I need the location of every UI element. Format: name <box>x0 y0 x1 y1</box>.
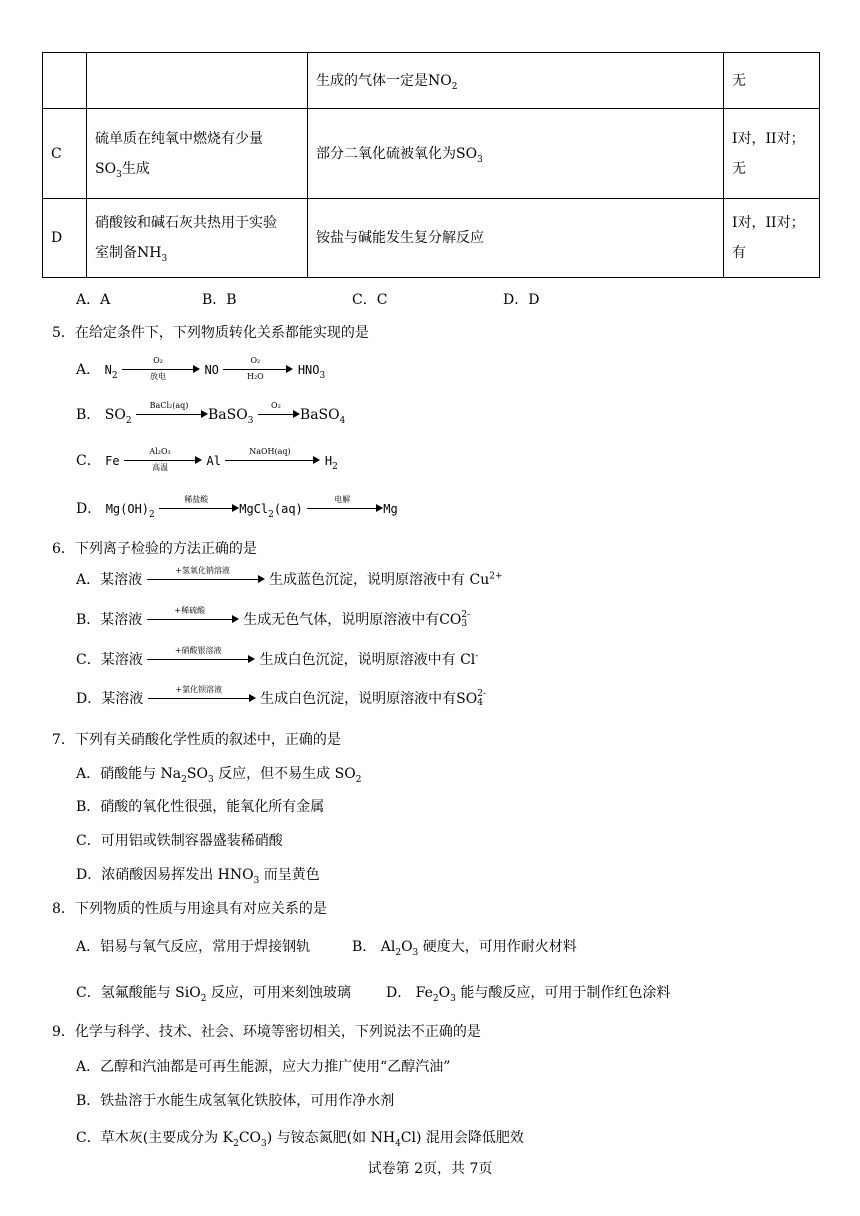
option-text: B． Al <box>352 939 396 955</box>
question-stem: 8．下列物质的性质与用途具有对应关系的是 <box>52 901 327 917</box>
q4-option-c[interactable]: C．C <box>352 292 388 308</box>
option-text: 反应，可用来刻蚀玻璃 <box>206 985 351 1001</box>
arrow-condition: +氢氧化钠溶液 <box>175 566 230 575</box>
arrow-condition: H₂O <box>246 372 264 381</box>
judgement-text: 无 <box>732 160 746 177</box>
judgement-text: 有 <box>732 245 746 261</box>
q5-option-d[interactable] <box>76 497 398 521</box>
q9-option-a[interactable]: A．乙醇和汽油都是可再生能源，应大力推广使用“乙醇汽油” <box>76 1059 451 1075</box>
arrow-condition: O₂ <box>153 356 163 365</box>
subscript: 2 <box>125 415 132 426</box>
subscript: 3 <box>253 875 260 886</box>
q8-option-c[interactable] <box>76 982 351 1002</box>
q7-option-c[interactable]: C．可用铝或铁制容器盛装稀硝酸 <box>76 833 283 849</box>
subscript: 2 <box>181 774 187 785</box>
q8-option-a[interactable]: A．铝易与氧气反应，常用于焊接钢轨 <box>76 939 311 955</box>
statement-text: 部分二氧化硫被氧化为SO <box>316 145 478 162</box>
option-label: B． <box>76 407 101 423</box>
formula: BaSO <box>299 407 340 423</box>
subscript: 3 <box>450 993 456 1004</box>
subscript: 2 <box>355 774 362 785</box>
statement-text <box>95 154 299 184</box>
subscript: 3 <box>261 1138 267 1149</box>
option-text: C．草木灰(主要成分为 K <box>76 1130 234 1146</box>
table-cell <box>308 199 724 278</box>
subscript: 3 <box>477 154 483 165</box>
q4-option-d[interactable]: D．D <box>503 292 540 308</box>
question-stem: 9．化学与科学、技术、社会、环境等密切相关，下列说法不正确的是 <box>52 1024 481 1040</box>
subscript: 3 <box>116 169 122 180</box>
table-cell <box>43 109 87 199</box>
subscript: 2 <box>432 993 439 1004</box>
arrow-condition: 高温 <box>152 463 169 472</box>
subscript: 2 <box>451 81 458 92</box>
reaction-arrow <box>223 358 293 382</box>
table-cell <box>308 109 724 199</box>
subscript: 3 <box>207 774 214 785</box>
question-stem: 7．下列有关硝酸化学性质的叙述中，正确的是 <box>52 732 341 748</box>
arrow-condition: 放电 <box>150 372 166 381</box>
q6-option-a[interactable] <box>76 568 503 592</box>
judgement-text: I对，II对； <box>732 130 805 147</box>
arrow-condition: O₂ <box>271 401 281 410</box>
table-row <box>43 199 820 278</box>
subscript: 3 <box>319 370 326 381</box>
table-cell <box>87 53 308 109</box>
option-text: 反应，但不易生成 SO <box>213 766 356 782</box>
arrow-condition: +硝酸银溶液 <box>174 646 222 655</box>
option-text: 生成蓝色沉淀，说明原溶液中有 Cu <box>269 572 490 588</box>
table-cell <box>43 199 87 278</box>
option-text: ) 与铵态氮肥(如 NH <box>266 1130 396 1146</box>
row-letter: C <box>51 145 62 162</box>
superscript: - <box>475 651 479 662</box>
option-text: 能与酸反应，可用于制作红色涂料 <box>455 985 671 1001</box>
formula: O <box>401 939 413 955</box>
option-label: B．某溶液 <box>76 612 143 628</box>
table-cell <box>724 53 820 109</box>
subscript: 3 <box>461 619 468 629</box>
formula: MgCl <box>239 502 269 516</box>
option-label: A．某溶液 <box>76 572 143 588</box>
reaction-arrow <box>225 449 320 473</box>
q6-option-c[interactable] <box>76 648 478 672</box>
option-text: 生成白色沉淀，说明原溶液中有 Cl <box>259 652 476 668</box>
formula: N <box>104 363 112 377</box>
subscript: 3 <box>161 253 168 264</box>
subscript: 2 <box>233 1138 239 1149</box>
arrow-condition: +稀硫酸 <box>174 606 206 615</box>
table-cell <box>724 199 820 278</box>
subscript: 2 <box>268 509 274 520</box>
option-text: Cl) 混用会降低肥效 <box>400 1130 524 1146</box>
subscript: 4 <box>477 698 483 708</box>
option-text: 而呈黄色 <box>259 867 320 883</box>
option-label: A． <box>76 362 101 378</box>
subscript: 4 <box>395 1138 401 1149</box>
judgement-text: 无 <box>732 72 746 89</box>
subscript: 2 <box>111 370 118 381</box>
q7-option-b[interactable]: B．硝酸的氧化性很强，能氧化所有金属 <box>76 799 325 815</box>
formula: NO <box>204 363 219 377</box>
judgement-text: I对，II对； <box>732 215 805 231</box>
arrow-condition: Al₂O₃ <box>149 447 171 456</box>
superscript: 2+ <box>489 571 503 582</box>
option-text: 生成无色气体，说明原溶液中有CO <box>243 612 462 628</box>
q9-option-b[interactable]: B．铁盐溶于水能生成氢氧化铁胶体，可用作净水剂 <box>76 1093 395 1109</box>
q8-option-b[interactable] <box>352 936 577 956</box>
text: 室制备NH <box>95 245 162 261</box>
page-footer: 试卷第 2页，共 7页 <box>367 1161 493 1177</box>
q4-option-b[interactable]: B．B <box>202 292 237 308</box>
formula: Mg <box>383 502 398 516</box>
reaction-arrow <box>136 403 208 427</box>
formula: O <box>438 985 451 1001</box>
option-text: D．浓硝酸因易挥发出 HNO <box>76 867 254 883</box>
subscript: 3 <box>247 415 254 426</box>
table-cell <box>724 109 820 199</box>
q9-option-c[interactable] <box>76 1127 524 1147</box>
q6-option-d[interactable] <box>76 687 486 711</box>
answer-table <box>42 52 820 278</box>
q7-option-a[interactable] <box>76 763 361 783</box>
option-text: A．硝酸能与 Na <box>76 766 182 782</box>
statement-text <box>95 238 299 268</box>
arrow-condition: +氯化钡溶液 <box>175 685 223 694</box>
option-label: C．某溶液 <box>76 652 143 668</box>
superscript: 2- <box>477 689 486 699</box>
formula: CO <box>238 1130 262 1146</box>
question-stem: 5．在给定条件下，下列物质转化关系都能实现的是 <box>52 325 369 341</box>
formula: SO <box>186 766 208 782</box>
option-label: C． <box>76 453 101 469</box>
reaction-arrow <box>159 497 239 521</box>
question-stem: 6．下列离子检验的方法正确的是 <box>52 541 257 557</box>
reaction-arrow <box>307 497 383 521</box>
subscript: 2 <box>200 993 207 1004</box>
statement-text: 硫单质在纯氧中燃烧有少量 <box>95 130 263 147</box>
option-text: 生成白色沉淀，说明原溶液中有SO <box>260 691 478 707</box>
text: 生成 <box>121 160 150 177</box>
formula: HNO <box>297 363 320 377</box>
formula: Mg(OH) <box>105 502 150 516</box>
table-cell <box>308 53 724 109</box>
option-text: C．氢氟酸能与 SiO <box>76 985 201 1001</box>
q6-option-b[interactable] <box>76 608 470 632</box>
reaction-arrow <box>122 358 200 382</box>
table-cell <box>43 53 87 109</box>
formula: BaSO <box>208 407 248 423</box>
table-cell <box>87 199 308 278</box>
subscript: 4 <box>339 415 346 426</box>
q4-option-a[interactable]: A．A <box>76 292 111 308</box>
option-label: D．某溶液 <box>76 691 144 707</box>
reaction-arrow <box>124 449 202 473</box>
option-label: D． <box>76 501 102 517</box>
reaction-arrow <box>147 608 239 632</box>
arrow-condition: 电解 <box>334 495 351 504</box>
formula: SO <box>104 407 126 423</box>
reaction-arrow <box>147 568 265 592</box>
arrow-condition: 稀盐酸 <box>184 495 209 504</box>
arrow-condition: O₂ <box>250 356 261 365</box>
formula: Al <box>206 454 221 468</box>
statement-text: 铵盐与碱能发生复分解反应 <box>316 230 484 246</box>
formula: SO <box>95 160 117 177</box>
formula: H <box>324 454 333 468</box>
q5-option-a[interactable] <box>76 358 325 382</box>
formula: Fe <box>105 454 120 468</box>
row-letter: D <box>51 230 63 246</box>
reaction-arrow <box>258 403 300 427</box>
q5-option-c[interactable] <box>76 449 338 473</box>
reaction-arrow <box>147 648 255 672</box>
subscript: 2 <box>395 947 402 958</box>
superscript: 2- <box>461 610 471 620</box>
statement-text: 硝酸铵和碱石灰共热用于实验 <box>95 215 277 231</box>
table-row <box>43 53 820 109</box>
arrow-condition: NaOH(aq) <box>249 447 291 456</box>
subscript: 2 <box>149 509 155 520</box>
subscript: 3 <box>412 947 419 958</box>
arrow-condition: BaCl₂(aq) <box>149 401 189 410</box>
q7-option-d[interactable] <box>76 864 320 884</box>
q8-option-d[interactable] <box>386 982 670 1002</box>
reaction-arrow <box>148 687 256 711</box>
option-text: 硬度大，可用作耐火材料 <box>418 939 577 955</box>
statement-text: 生成的气体一定是NO <box>316 72 452 89</box>
q5-option-b[interactable] <box>76 403 345 427</box>
option-text: D． Fe <box>386 985 433 1001</box>
formula: (aq) <box>273 502 303 516</box>
subscript: 2 <box>332 461 338 472</box>
table-cell <box>87 109 308 199</box>
table-row <box>43 109 820 199</box>
